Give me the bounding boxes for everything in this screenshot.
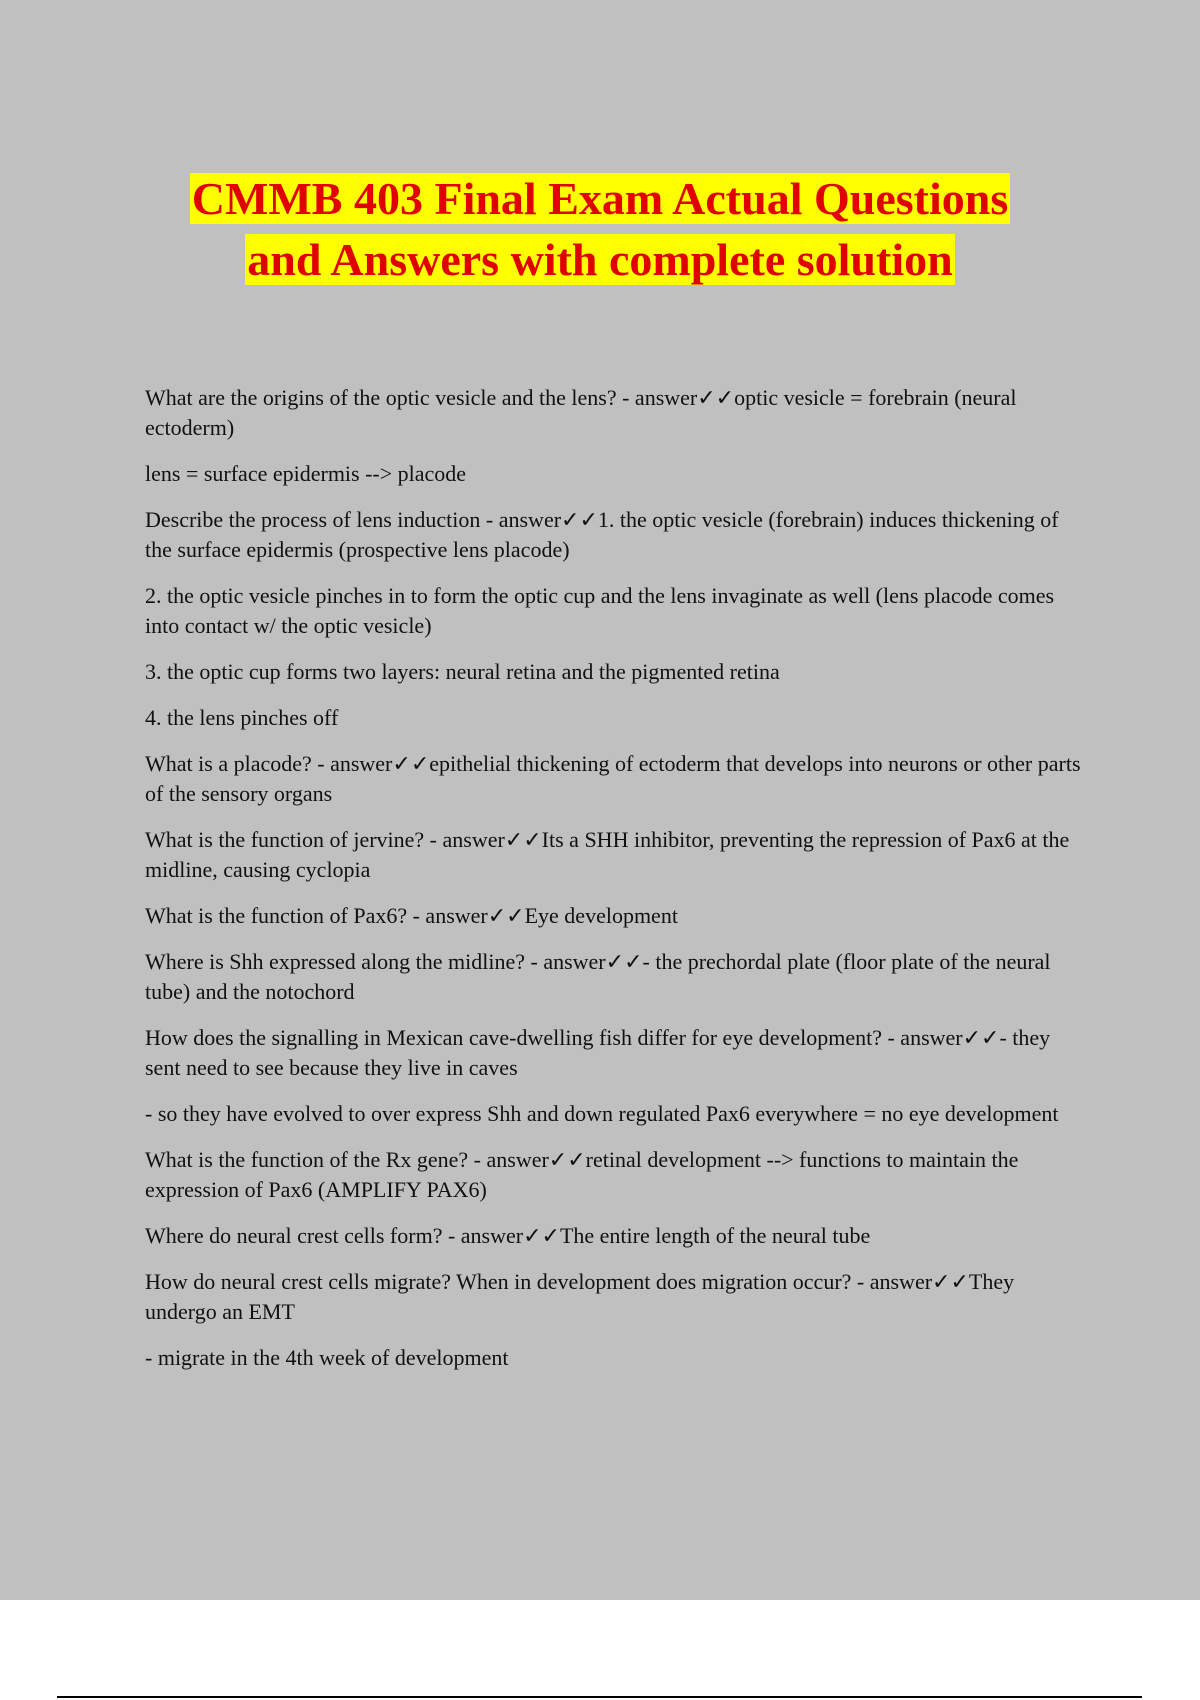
paragraph: Describe the process of lens induction - answer✓✓1. the optic vesicle (forebrain) induces thickening of the surface epidermis (prospective lens placode) — [145, 507, 1059, 562]
title-line-1: CMMB 403 Final Exam Actual Questions — [191, 173, 1009, 224]
qa-content — [145, 383, 1090, 1389]
paragraph: How does the signalling in Mexican cave-dwelling fish differ for eye development? - answer✓✓- they sent need to see because they live in caves — [145, 1025, 1051, 1080]
paragraph: Where do neural crest cells form? - answer✓✓The entire length of the neural tube — [145, 1223, 871, 1248]
paragraph: - so they have evolved to over express Shh and down regulated Pax6 everywhere = no eye development — [145, 1101, 1059, 1126]
paragraph: What is the function of the Rx gene? - answer✓✓retinal development --> functions to maintain the expression of Pax6 (AMPLIFY PAX6) — [145, 1147, 1019, 1202]
paragraph: - migrate in the 4th week of development — [145, 1345, 509, 1370]
paragraph: What is the function of Pax6? - answer✓✓Eye development — [145, 903, 678, 928]
paragraph: What is a placode? - answer✓✓epithelial thickening of ectoderm that develops into neurons or other parts of the sensory organs — [145, 751, 1081, 806]
title-line-2: and Answers with complete solution — [247, 234, 953, 285]
paragraph: What is the function of jervine? - answer✓✓Its a SHH inhibitor, preventing the repression of Pax6 at the midline, causing cyclopia — [145, 827, 1070, 882]
paragraph: How do neural crest cells migrate? When in development does migration occur? - answer✓✓They undergo an EMT — [145, 1269, 1015, 1324]
paragraph: 2. the optic vesicle pinches in to form the optic cup and the lens invaginate as well (lens placode comes into contact w/ the optic vesicle) — [145, 583, 1055, 638]
paragraph: 4. the lens pinches off — [145, 705, 339, 730]
paragraph: Where is Shh expressed along the midline? - answer✓✓- the prechordal plate (floor plate of the neural tube) and the notochord — [145, 949, 1051, 1004]
paragraph: What are the origins of the optic vesicle and the lens? - answer✓✓optic vesicle = forebrain (neural ectoderm) — [145, 385, 1017, 440]
paragraph: 3. the optic cup forms two layers: neural retina and the pigmented retina — [145, 659, 780, 684]
footer-divider — [57, 1696, 1142, 1698]
paragraph: lens = surface epidermis --> placode — [145, 461, 467, 486]
document-title — [0, 168, 1200, 290]
